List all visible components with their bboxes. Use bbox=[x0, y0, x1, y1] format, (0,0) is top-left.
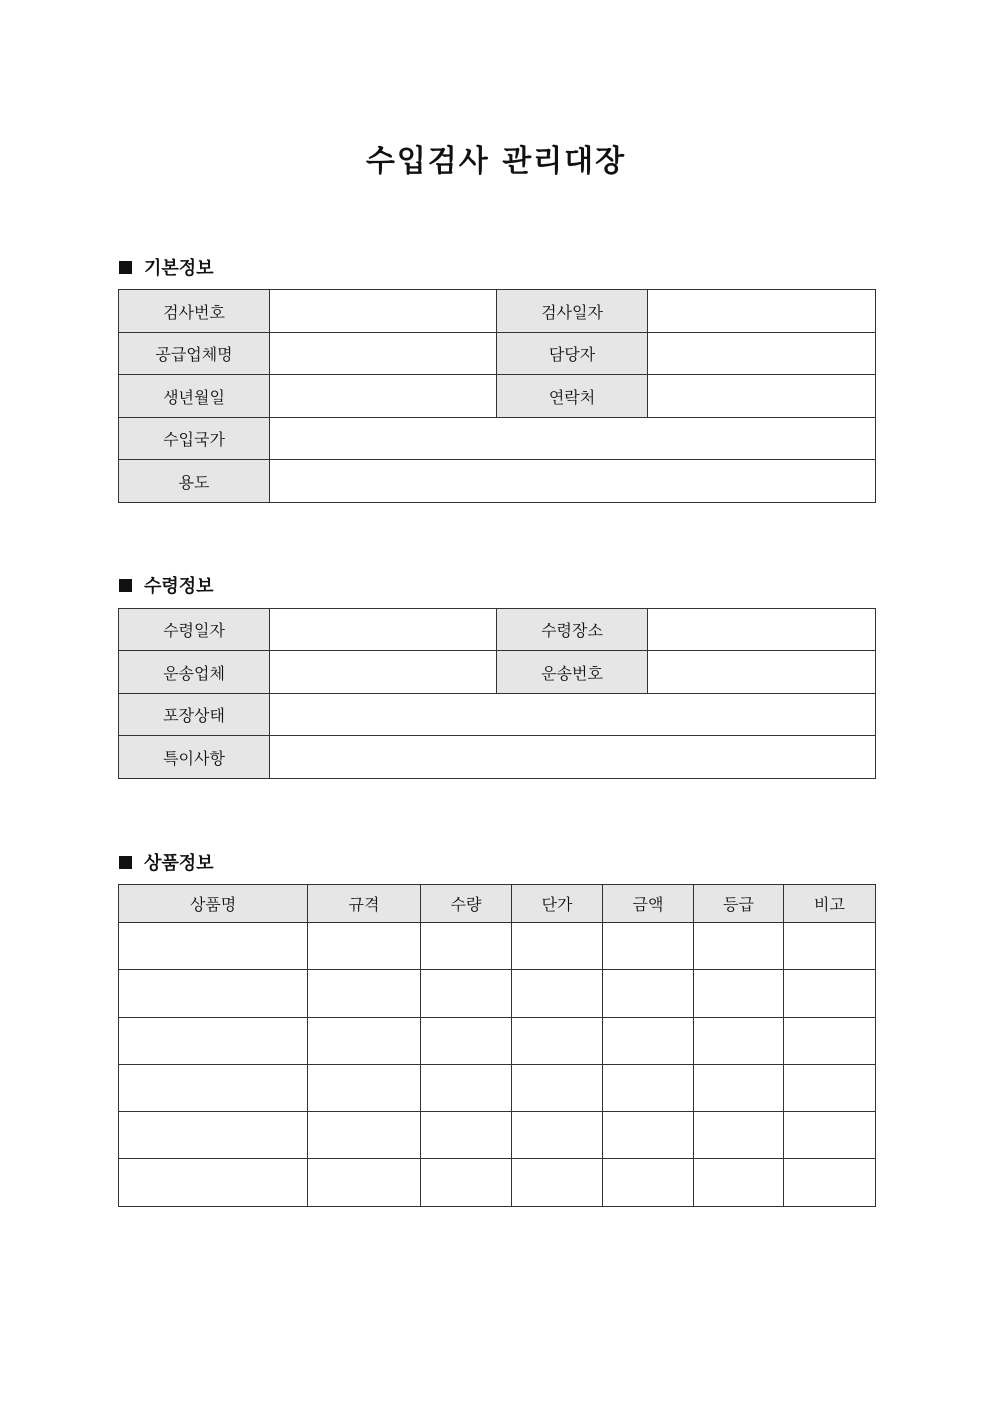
label-carrier: 운송업체 bbox=[119, 651, 270, 694]
table-row bbox=[119, 1159, 876, 1207]
label-remarks: 특이사항 bbox=[119, 736, 270, 779]
person-in-charge-field[interactable] bbox=[648, 333, 876, 375]
table-row bbox=[119, 970, 876, 1018]
tracking-number-field[interactable] bbox=[648, 651, 876, 694]
receipt-location-field[interactable] bbox=[648, 609, 876, 651]
table-row bbox=[119, 418, 876, 460]
packaging-status-field[interactable] bbox=[270, 694, 876, 736]
cell-unit-price[interactable] bbox=[512, 1159, 603, 1207]
column-header-grade: 등급 bbox=[694, 885, 784, 923]
table-row bbox=[119, 923, 876, 970]
cell-spec[interactable] bbox=[308, 923, 421, 970]
receipt-date-field[interactable] bbox=[270, 609, 497, 651]
inspection-date-field[interactable] bbox=[648, 290, 876, 333]
cell-grade[interactable] bbox=[694, 1018, 784, 1065]
inspection-number-field[interactable] bbox=[270, 290, 497, 333]
page-title: 수입검사 관리대장 bbox=[365, 144, 627, 179]
section-receipt-heading bbox=[119, 572, 214, 598]
table-row bbox=[119, 375, 876, 418]
section-basic-title: 기본정보 bbox=[144, 258, 214, 279]
cell-product-name[interactable] bbox=[119, 1065, 308, 1112]
table-header-row bbox=[119, 885, 876, 923]
cell-grade[interactable] bbox=[694, 923, 784, 970]
square-bullet-icon bbox=[119, 579, 132, 592]
cell-note[interactable] bbox=[784, 1065, 876, 1112]
cell-quantity[interactable] bbox=[421, 970, 512, 1018]
contact-field[interactable] bbox=[648, 375, 876, 418]
remarks-field[interactable] bbox=[270, 736, 876, 779]
section-basic-heading bbox=[119, 254, 214, 280]
cell-unit-price[interactable] bbox=[512, 1112, 603, 1159]
table-row bbox=[119, 460, 876, 503]
table-row bbox=[119, 1065, 876, 1112]
cell-amount[interactable] bbox=[603, 1112, 694, 1159]
cell-product-name[interactable] bbox=[119, 923, 308, 970]
cell-quantity[interactable] bbox=[421, 1065, 512, 1112]
table-row bbox=[119, 609, 876, 651]
column-header-product-name: 상품명 bbox=[119, 885, 308, 923]
birth-date-field[interactable] bbox=[270, 375, 497, 418]
label-receipt-location: 수령장소 bbox=[497, 609, 648, 651]
table-row bbox=[119, 736, 876, 779]
label-purpose: 용도 bbox=[119, 460, 270, 503]
cell-note[interactable] bbox=[784, 1018, 876, 1065]
cell-grade[interactable] bbox=[694, 1065, 784, 1112]
cell-grade[interactable] bbox=[694, 970, 784, 1018]
column-header-unit-price: 단가 bbox=[512, 885, 603, 923]
cell-amount[interactable] bbox=[603, 970, 694, 1018]
label-tracking-number: 운송번호 bbox=[497, 651, 648, 694]
cell-note[interactable] bbox=[784, 970, 876, 1018]
cell-note[interactable] bbox=[784, 923, 876, 970]
table-row bbox=[119, 333, 876, 375]
column-header-note: 비고 bbox=[784, 885, 876, 923]
label-packaging-status: 포장상태 bbox=[119, 694, 270, 736]
cell-unit-price[interactable] bbox=[512, 1018, 603, 1065]
cell-product-name[interactable] bbox=[119, 1112, 308, 1159]
cell-spec[interactable] bbox=[308, 1018, 421, 1065]
column-header-spec: 규격 bbox=[308, 885, 421, 923]
table-row bbox=[119, 1018, 876, 1065]
cell-grade[interactable] bbox=[694, 1159, 784, 1207]
label-birth-date: 생년월일 bbox=[119, 375, 270, 418]
cell-quantity[interactable] bbox=[421, 1018, 512, 1065]
section-product-title: 상품정보 bbox=[144, 853, 214, 874]
column-header-quantity: 수량 bbox=[421, 885, 512, 923]
label-inspection-date: 검사일자 bbox=[497, 290, 648, 333]
cell-product-name[interactable] bbox=[119, 970, 308, 1018]
cell-spec[interactable] bbox=[308, 1112, 421, 1159]
cell-unit-price[interactable] bbox=[512, 970, 603, 1018]
cell-unit-price[interactable] bbox=[512, 923, 603, 970]
square-bullet-icon bbox=[119, 856, 132, 869]
section-product-heading bbox=[119, 849, 214, 875]
label-receipt-date: 수령일자 bbox=[119, 609, 270, 651]
basic-info-table bbox=[118, 289, 876, 503]
cell-amount[interactable] bbox=[603, 923, 694, 970]
cell-note[interactable] bbox=[784, 1112, 876, 1159]
label-contact: 연락처 bbox=[497, 375, 648, 418]
carrier-field[interactable] bbox=[270, 651, 497, 694]
cell-grade[interactable] bbox=[694, 1112, 784, 1159]
import-country-field[interactable] bbox=[270, 418, 876, 460]
square-bullet-icon bbox=[119, 261, 132, 274]
cell-product-name[interactable] bbox=[119, 1018, 308, 1065]
label-import-country: 수입국가 bbox=[119, 418, 270, 460]
cell-spec[interactable] bbox=[308, 970, 421, 1018]
cell-spec[interactable] bbox=[308, 1065, 421, 1112]
receipt-info-table bbox=[118, 608, 876, 779]
cell-amount[interactable] bbox=[603, 1018, 694, 1065]
label-inspection-number: 검사번호 bbox=[119, 290, 270, 333]
cell-spec[interactable] bbox=[308, 1159, 421, 1207]
cell-amount[interactable] bbox=[603, 1065, 694, 1112]
table-row bbox=[119, 290, 876, 333]
cell-quantity[interactable] bbox=[421, 1159, 512, 1207]
cell-quantity[interactable] bbox=[421, 1112, 512, 1159]
label-person-in-charge: 담당자 bbox=[497, 333, 648, 375]
cell-amount[interactable] bbox=[603, 1159, 694, 1207]
cell-product-name[interactable] bbox=[119, 1159, 308, 1207]
purpose-field[interactable] bbox=[270, 460, 876, 503]
table-row bbox=[119, 651, 876, 694]
cell-unit-price[interactable] bbox=[512, 1065, 603, 1112]
section-receipt-title: 수령정보 bbox=[144, 576, 214, 597]
supplier-name-field[interactable] bbox=[270, 333, 497, 375]
column-header-amount: 금액 bbox=[603, 885, 694, 923]
cell-quantity[interactable] bbox=[421, 923, 512, 970]
label-supplier-name: 공급업체명 bbox=[119, 333, 270, 375]
cell-note[interactable] bbox=[784, 1159, 876, 1207]
table-row bbox=[119, 1112, 876, 1159]
product-info-table bbox=[118, 884, 876, 1207]
table-row bbox=[119, 694, 876, 736]
